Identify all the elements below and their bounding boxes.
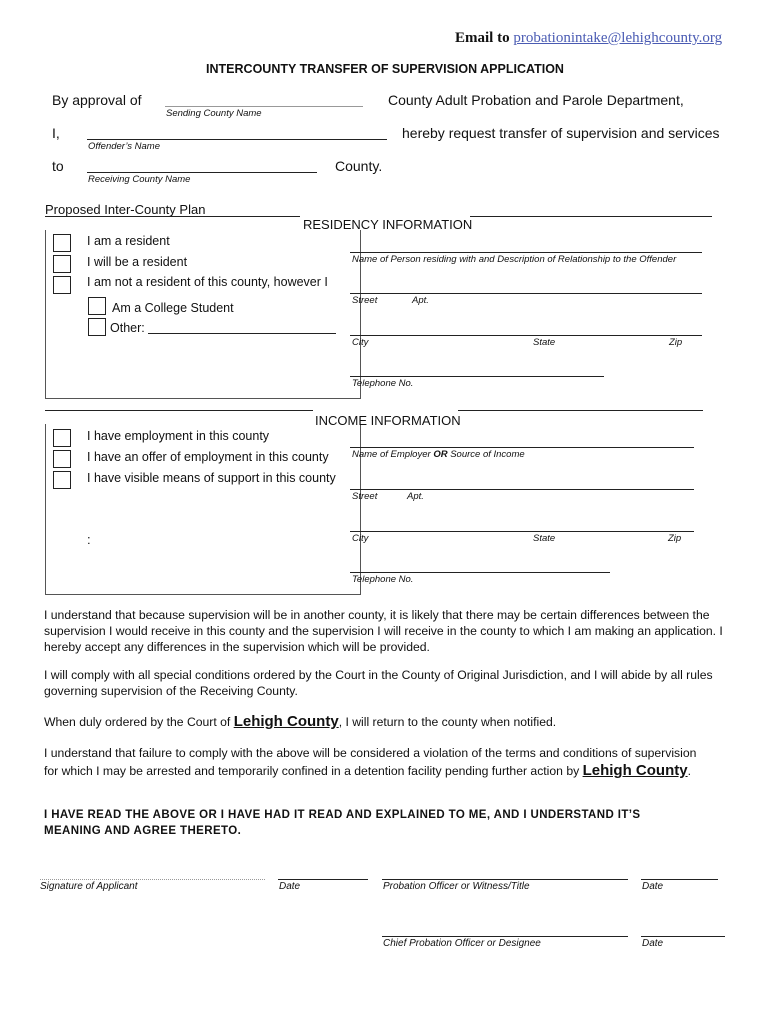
offer-employment-label: I have an offer of employment in this county <box>87 450 329 464</box>
paragraph-comply: I will comply with all special conditions ordered by the Court in the County of Original Jurisdiction, and I will abide by all rules governing supervision of the Receiving County. <box>44 668 713 698</box>
email-line <box>455 30 722 47</box>
residency-zip-caption: Zip <box>669 337 683 348</box>
date3-line[interactable] <box>641 936 725 937</box>
employment-checkbox[interactable] <box>53 429 71 447</box>
chief-caption: Chief Probation Officer or Designee <box>383 938 541 949</box>
college-student-checkbox[interactable] <box>88 297 106 315</box>
date1-line[interactable] <box>278 879 368 880</box>
income-state-caption: State <box>533 533 556 544</box>
receiving-caption: Receiving County Name <box>88 174 191 185</box>
acknowledgement: I HAVE READ THE ABOVE OR I HAVE HAD IT READ AND EXPLAINED TO ME, AND I UNDERSTAND IT’S MEANING AND AGREE THERETO. <box>44 809 641 837</box>
officer-line[interactable] <box>382 879 628 880</box>
applicant-caption: Signature of Applicant <box>40 881 138 892</box>
income-colon: : <box>87 532 91 547</box>
paragraph-differences: I understand that because supervision will be in another county, it is likely that there may be certain differences between the supervision I would receive in this county and the supervision I will receive in the county to which I am making an application. I hereby accept any differences in the supervision which will be provided. <box>44 608 723 654</box>
offender-caption: Offender’s Name <box>88 141 160 152</box>
residency-heading: RESIDENCY INFORMATION <box>303 217 473 232</box>
residency-city-line[interactable] <box>350 335 702 336</box>
county-text: County. <box>335 158 383 174</box>
date1-caption: Date <box>279 881 301 892</box>
page-title: INTERCOUNTY TRANSFER OF SUPERVISION APPLICATION <box>206 62 564 76</box>
paragraph-return: When duly ordered by the Court of Lehigh County, I will return to the county when notified. <box>44 713 557 730</box>
resident-checkbox[interactable] <box>53 234 71 252</box>
income-apt-caption: Apt. <box>407 491 424 502</box>
date2-line[interactable] <box>641 879 718 880</box>
income-top-rule <box>45 410 313 411</box>
income-street-line[interactable] <box>350 489 694 490</box>
employment-label: I have employment in this county <box>87 429 270 443</box>
visible-means-checkbox[interactable] <box>53 471 71 489</box>
offender-name-line[interactable] <box>87 139 387 140</box>
email-label: Email to <box>455 30 514 46</box>
department-text: County Adult Probation and Parole Department, <box>388 92 684 108</box>
employer-caption: Name of Employer OR Source of Income <box>352 449 525 460</box>
by-approval-label: By approval of <box>52 92 142 108</box>
will-be-resident-checkbox[interactable] <box>53 255 71 273</box>
employer-line[interactable] <box>350 447 694 448</box>
income-zip-caption: Zip <box>668 533 682 544</box>
income-telephone-caption: Telephone No. <box>352 574 414 585</box>
not-resident-checkbox[interactable] <box>53 276 71 294</box>
income-street-caption: Street <box>352 491 378 502</box>
college-student-label: Am a College Student <box>112 301 234 315</box>
income-city-caption: City <box>352 533 369 544</box>
receiving-county-line[interactable] <box>87 172 317 173</box>
applicant-signature-line[interactable] <box>40 879 265 880</box>
other-line[interactable] <box>148 333 336 334</box>
residency-top-rule-right <box>470 216 712 217</box>
income-heading: INCOME INFORMATION <box>315 413 461 428</box>
residency-top-rule <box>45 216 300 217</box>
email-link[interactable]: probationintake@lehighcounty.org <box>513 30 723 46</box>
residency-street-line[interactable] <box>350 293 702 294</box>
paragraph-violation: I understand that failure to comply with the above will be considered a violation of the terms and conditions of supervision for which I may be arrested and temporarily confined in a detention facility pending further action by Lehigh County. <box>44 746 697 779</box>
plan-heading: Proposed Inter-County Plan <box>45 202 206 217</box>
sending-county-caption: Sending County Name <box>166 108 262 119</box>
residency-person-line[interactable] <box>350 252 702 253</box>
other-checkbox[interactable] <box>88 318 106 336</box>
not-resident-label: I am not a resident of this county, however I <box>87 275 328 289</box>
residency-street-caption: Street <box>352 295 378 306</box>
date2-caption: Date <box>642 881 664 892</box>
income-top-rule-right <box>458 410 703 411</box>
date3-caption: Date <box>642 938 664 949</box>
to-label: to <box>52 158 64 174</box>
residency-telephone-line[interactable] <box>350 376 604 377</box>
request-text: hereby request transfer of supervision and services <box>402 125 720 141</box>
residency-city-caption: City <box>352 337 369 348</box>
sending-county-line[interactable] <box>165 106 363 107</box>
other-label: Other: <box>110 321 145 335</box>
offer-employment-checkbox[interactable] <box>53 450 71 468</box>
residency-person-caption: Name of Person residing with and Description of Relationship to the Offender <box>352 254 677 265</box>
will-be-resident-label: I will be a resident <box>87 255 188 269</box>
visible-means-label: I have visible means of support in this county <box>87 471 336 485</box>
residency-telephone-caption: Telephone No. <box>352 378 414 389</box>
income-city-line[interactable] <box>350 531 694 532</box>
income-telephone-line[interactable] <box>350 572 610 573</box>
i-label: I, <box>52 125 60 141</box>
residency-state-caption: State <box>533 337 556 348</box>
officer-caption: Probation Officer or Witness/Title <box>383 881 530 892</box>
resident-label: I am a resident <box>87 234 170 248</box>
residency-apt-caption: Apt. <box>412 295 429 306</box>
chief-line[interactable] <box>382 936 628 937</box>
